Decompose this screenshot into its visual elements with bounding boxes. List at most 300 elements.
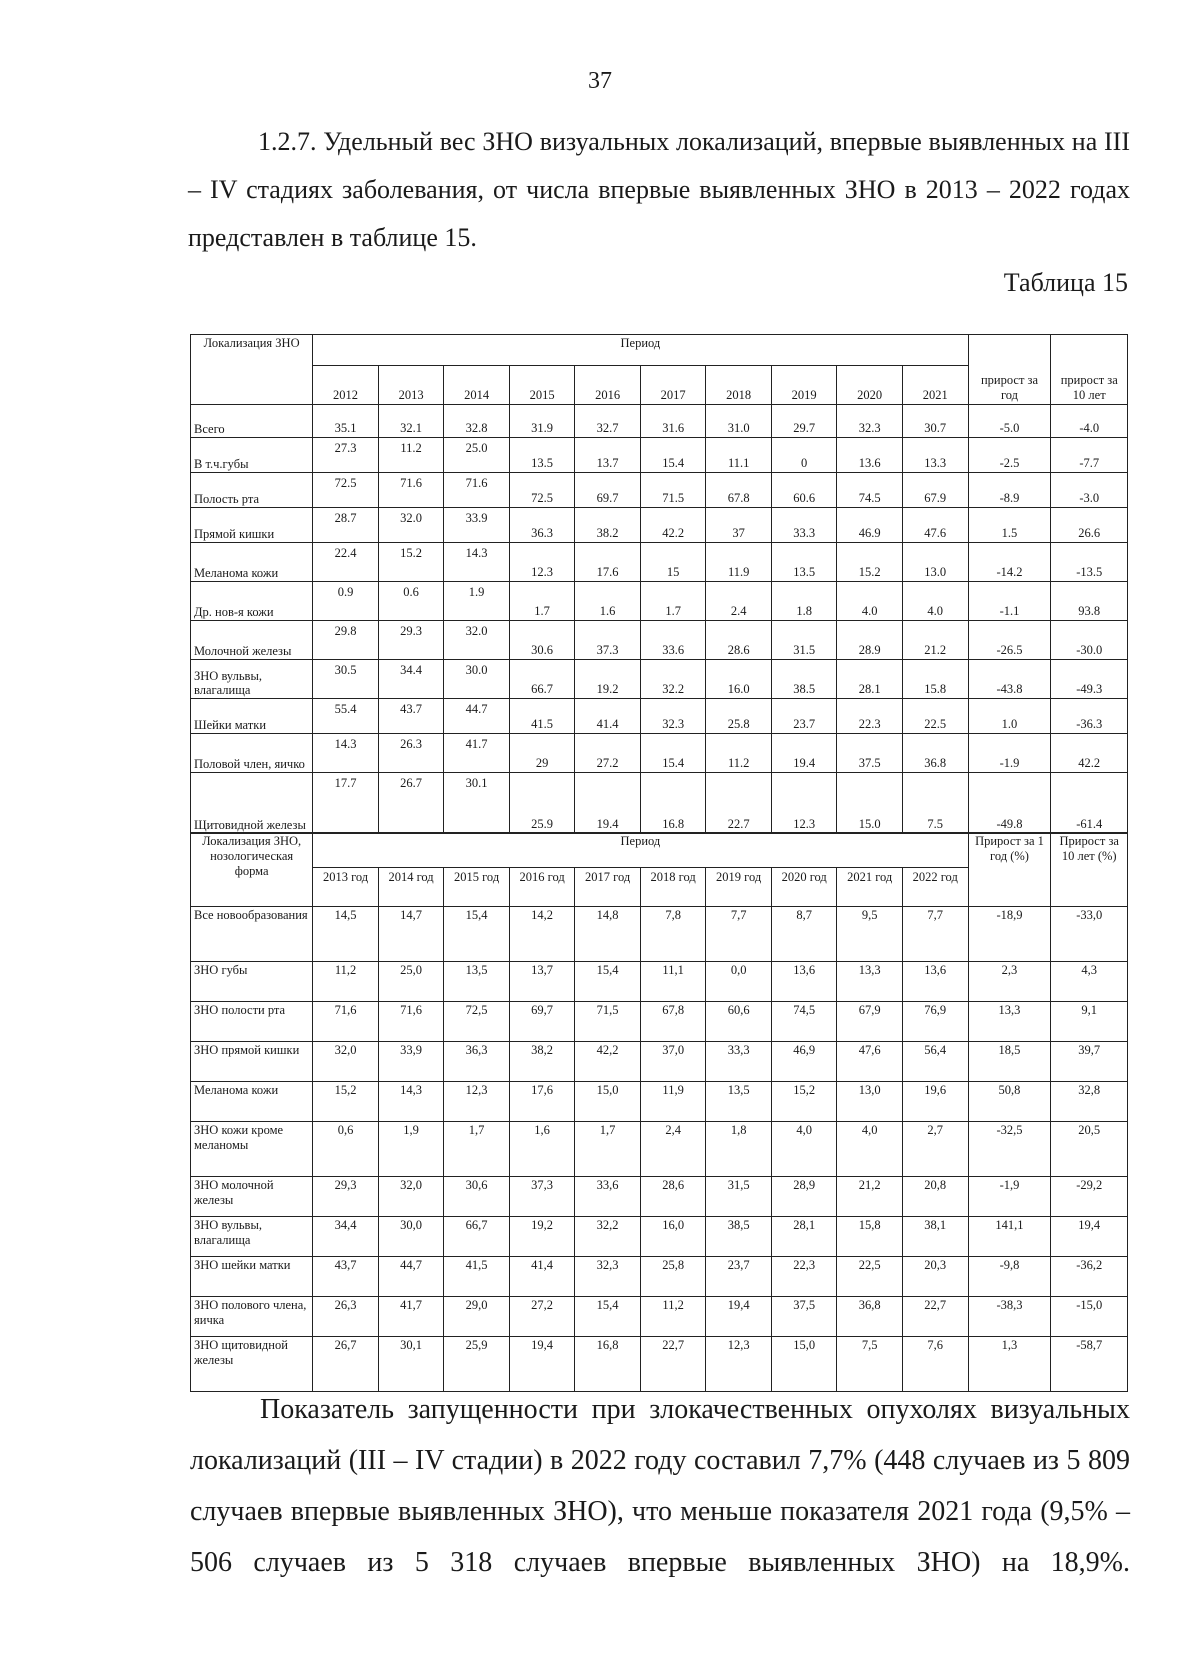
t2-year-header: 2019 год <box>706 868 772 907</box>
table-cell: 55.4 <box>313 699 379 734</box>
table-cell: 1,8 <box>706 1122 772 1177</box>
table-cell: 32.0 <box>444 621 510 660</box>
table-cell: 38.2 <box>575 508 641 543</box>
table-cell: 1.5 <box>968 508 1051 543</box>
t2-year-header: 2020 год <box>771 868 837 907</box>
table-cell: 66,7 <box>444 1217 510 1257</box>
table-cell: 18,5 <box>968 1042 1051 1082</box>
table-cell: -4.0 <box>1051 405 1128 438</box>
table-cell: 13.5 <box>509 438 575 473</box>
table-row <box>191 582 1128 621</box>
table-cell: -36,2 <box>1051 1257 1128 1297</box>
table-cell: 19,4 <box>509 1337 575 1392</box>
table-row <box>191 1042 1128 1082</box>
table-cell: 13.5 <box>771 543 837 582</box>
table-cell: 32.8 <box>444 405 510 438</box>
table-cell: 13.0 <box>902 543 968 582</box>
table-cell: 69.7 <box>575 473 641 508</box>
table-cell: 14,5 <box>313 907 379 962</box>
table-row <box>191 1257 1128 1297</box>
table-cell: 31.5 <box>771 621 837 660</box>
table-cell: 4.0 <box>837 582 903 621</box>
row-label: Все новообразования <box>191 907 313 962</box>
table-cell: 13.6 <box>837 438 903 473</box>
table-cell: 29,0 <box>444 1297 510 1337</box>
table-cell: -2.5 <box>968 438 1051 473</box>
t1-year-header: 2014 <box>444 366 510 405</box>
row-label: Прямой кишки <box>191 508 313 543</box>
table-cell: -58,7 <box>1051 1337 1128 1392</box>
table-cell: 1,9 <box>378 1122 444 1177</box>
table-cell: -1.9 <box>968 734 1051 773</box>
table-cell: 30,0 <box>378 1217 444 1257</box>
table-cell: 41,4 <box>509 1257 575 1297</box>
row-label: Др. нов-я кожи <box>191 582 313 621</box>
table-cell: 30.6 <box>509 621 575 660</box>
t2-header-period: Период <box>313 833 968 868</box>
table-cell: 22,5 <box>837 1257 903 1297</box>
row-label: ЗНО прямой кишки <box>191 1042 313 1082</box>
conclusion-paragraph: Показатель запущенности при злокачественных опухолях визуальных локализаций (III – IV стадии) в 2022 году составил 7,7% (448 случаев из 5 809 случаев впервые выявленных ЗНО), что меньше показателя 2021 года (9,5% – 506 случаев из 5 318 случаев впервые выявленных ЗНО) на 18,9%. <box>190 1394 1130 1578</box>
table-cell: 22.4 <box>313 543 379 582</box>
table-cell: 19.4 <box>771 734 837 773</box>
t2-year-header: 2015 год <box>444 868 510 907</box>
table-cell: 15,4 <box>575 1297 641 1337</box>
table-cell: 19.4 <box>575 773 641 834</box>
table-cell: -30.0 <box>1051 621 1128 660</box>
page-number: 37 <box>588 68 612 94</box>
table-cell: 13,3 <box>968 1002 1051 1042</box>
table-cell: 11.9 <box>706 543 772 582</box>
row-label: Меланома кожи <box>191 1082 313 1122</box>
table-cell: 93.8 <box>1051 582 1128 621</box>
table-cell: 19.2 <box>575 660 641 699</box>
table-cell: 44.7 <box>444 699 510 734</box>
table-cell: 26.3 <box>378 734 444 773</box>
table-cell: 17,6 <box>509 1082 575 1122</box>
t1-year-header: 2019 <box>771 366 837 405</box>
table-cell: 19,6 <box>902 1082 968 1122</box>
intro-paragraph: 1.2.7. Удельный вес ЗНО визуальных локализаций, впервые выявленных на III – IV стадиях заболевания, от числа впервые выявленных ЗНО в 2013 – 2022 годах представлен в таблице 15. <box>188 127 1130 252</box>
table-cell: 26,7 <box>313 1337 379 1392</box>
table-cell: 33.6 <box>640 621 706 660</box>
table-row <box>191 962 1128 1002</box>
table-cell: 15,2 <box>771 1082 837 1122</box>
row-label: ЗНО кожи кроме меланомы <box>191 1122 313 1177</box>
table-cell: 4.0 <box>902 582 968 621</box>
table-cell: 7.5 <box>902 773 968 834</box>
row-label: ЗНО полости рта <box>191 1002 313 1042</box>
table-cell: 17.6 <box>575 543 641 582</box>
table-cell: 11.1 <box>706 438 772 473</box>
table-cell: 31.6 <box>640 405 706 438</box>
row-label: ЗНО губы <box>191 962 313 1002</box>
row-label: ЗНО щитовидной железы <box>191 1337 313 1392</box>
table-cell: 2,7 <box>902 1122 968 1177</box>
table-cell: 21,2 <box>837 1177 903 1217</box>
table-cell: 15,4 <box>575 962 641 1002</box>
table-cell: 1,7 <box>444 1122 510 1177</box>
table-cell: -49.8 <box>968 773 1051 834</box>
table-cell: 28,6 <box>640 1177 706 1217</box>
table-row <box>191 773 1128 834</box>
table-cell: 1.7 <box>509 582 575 621</box>
row-label: ЗНО молочной железы <box>191 1177 313 1217</box>
table-cell: 15,4 <box>444 907 510 962</box>
table-cell: 30.0 <box>444 660 510 699</box>
table-cell: 1.8 <box>771 582 837 621</box>
row-label: Молочной железы <box>191 621 313 660</box>
table-cell: -36.3 <box>1051 699 1128 734</box>
table-cell: 15.4 <box>640 734 706 773</box>
t1-year-header: 2016 <box>575 366 641 405</box>
table-cell: -7.7 <box>1051 438 1128 473</box>
table-cell: 32.0 <box>378 508 444 543</box>
table-cell: 23,7 <box>706 1257 772 1297</box>
t1-year-header: 2017 <box>640 366 706 405</box>
table-cell: 42.2 <box>640 508 706 543</box>
t2-header-growth-10: Прирост за 10 лет (%) <box>1051 833 1128 907</box>
table-cell: 71.5 <box>640 473 706 508</box>
table-cell: 12,3 <box>706 1337 772 1392</box>
table-cell: -5.0 <box>968 405 1051 438</box>
table-cell: 1.6 <box>575 582 641 621</box>
table-cell: 36,3 <box>444 1042 510 1082</box>
table-cell: 27.2 <box>575 734 641 773</box>
table-cell: 1.9 <box>444 582 510 621</box>
t1-year-header: 2012 <box>313 366 379 405</box>
t1-year-header: 2013 <box>378 366 444 405</box>
table-cell: 72,5 <box>444 1002 510 1042</box>
table-cell: 26,3 <box>313 1297 379 1337</box>
table-cell: 38,1 <box>902 1217 968 1257</box>
table-cell: 41,5 <box>444 1257 510 1297</box>
table-cell: 25,9 <box>444 1337 510 1392</box>
table-cell: 37,0 <box>640 1042 706 1082</box>
table-row <box>191 1082 1128 1122</box>
table-cell: 15,2 <box>313 1082 379 1122</box>
table-cell: 11,9 <box>640 1082 706 1122</box>
table-row <box>191 405 1128 438</box>
t1-header-growth-year: прирост за год <box>968 335 1051 405</box>
table-cell: 17.7 <box>313 773 379 834</box>
table-cell: -43.8 <box>968 660 1051 699</box>
table-cell: 32.1 <box>378 405 444 438</box>
table-cell: 15.2 <box>837 543 903 582</box>
table-cell: 15.8 <box>902 660 968 699</box>
t2-year-header: 2013 год <box>313 868 379 907</box>
table-row <box>191 438 1128 473</box>
table-cell: 14.3 <box>444 543 510 582</box>
table-cell: 37.3 <box>575 621 641 660</box>
row-label: ЗНО вульвы, влагалища <box>191 1217 313 1257</box>
table-cell: 36,8 <box>837 1297 903 1337</box>
table-cell: 25,8 <box>640 1257 706 1297</box>
table-cell: 13,5 <box>706 1082 772 1122</box>
table-cell: 27,2 <box>509 1297 575 1337</box>
row-label: Полость рта <box>191 473 313 508</box>
t1-year-header: 2020 <box>837 366 903 405</box>
table-cell: 31.9 <box>509 405 575 438</box>
table-cell: 4,0 <box>771 1122 837 1177</box>
table-cell: 44,7 <box>378 1257 444 1297</box>
table-cell: 12.3 <box>509 543 575 582</box>
table-cell: 25,0 <box>378 962 444 1002</box>
table-cell: 32.2 <box>640 660 706 699</box>
table-cell: 32,3 <box>575 1257 641 1297</box>
table-cell: -32,5 <box>968 1122 1051 1177</box>
table-row <box>191 508 1128 543</box>
table-cell: 15,0 <box>771 1337 837 1392</box>
table-cell: 11,1 <box>640 962 706 1002</box>
table-cell: 11.2 <box>378 438 444 473</box>
table-row <box>191 1002 1128 1042</box>
table-cell: 60.6 <box>771 473 837 508</box>
table-cell: 32,0 <box>313 1042 379 1082</box>
table-cell: 7,8 <box>640 907 706 962</box>
t2-year-header: 2022 год <box>902 868 968 907</box>
table-cell: 32.3 <box>640 699 706 734</box>
table-cell: 67,9 <box>837 1002 903 1042</box>
table-cell: 33,9 <box>378 1042 444 1082</box>
table-cell: 28.7 <box>313 508 379 543</box>
table-cell: 31,5 <box>706 1177 772 1217</box>
table-cell: 37.5 <box>837 734 903 773</box>
table-cell: 69,7 <box>509 1002 575 1042</box>
table-cell: 56,4 <box>902 1042 968 1082</box>
table-cell: 36.3 <box>509 508 575 543</box>
table-cell: 76,9 <box>902 1002 968 1042</box>
t1-header-localization: Локализация ЗНО <box>191 335 313 405</box>
table-cell: 22,7 <box>902 1297 968 1337</box>
table-cell: 14,7 <box>378 907 444 962</box>
table-row <box>191 660 1128 699</box>
table-2012-2021 <box>190 334 1128 834</box>
table-cell: 28.6 <box>706 621 772 660</box>
table-cell: 72.5 <box>509 473 575 508</box>
table-row <box>191 1177 1128 1217</box>
table-cell: 21.2 <box>902 621 968 660</box>
table-cell: -29,2 <box>1051 1177 1128 1217</box>
table-cell: 32,0 <box>378 1177 444 1217</box>
table-cell: 15,0 <box>575 1082 641 1122</box>
table-cell: 47.6 <box>902 508 968 543</box>
table-cell: 13,6 <box>771 962 837 1002</box>
table-row <box>191 1122 1128 1177</box>
table-cell: 12.3 <box>771 773 837 834</box>
table-cell: 4,3 <box>1051 962 1128 1002</box>
table-cell: 7,5 <box>837 1337 903 1392</box>
table-cell: 32,2 <box>575 1217 641 1257</box>
table-row <box>191 621 1128 660</box>
table-cell: 43.7 <box>378 699 444 734</box>
table-cell: 50,8 <box>968 1082 1051 1122</box>
table-cell: 9,1 <box>1051 1002 1128 1042</box>
table-cell: 38.5 <box>771 660 837 699</box>
table-cell: 7,6 <box>902 1337 968 1392</box>
t2-header-growth-year: Прирост за 1 год (%) <box>968 833 1051 907</box>
table-cell: 42,2 <box>575 1042 641 1082</box>
table-cell: 14,8 <box>575 907 641 962</box>
table-cell: 13.3 <box>902 438 968 473</box>
table-cell: -61.4 <box>1051 773 1128 834</box>
table-cell: 67.8 <box>706 473 772 508</box>
table-cell: 71,6 <box>313 1002 379 1042</box>
table-cell: 39,7 <box>1051 1042 1128 1082</box>
table-cell: 33,6 <box>575 1177 641 1217</box>
table-cell: 9,5 <box>837 907 903 962</box>
table-cell: 22,3 <box>771 1257 837 1297</box>
table-cell: 71,6 <box>378 1002 444 1042</box>
table-cell: 2.4 <box>706 582 772 621</box>
table-cell: 0.9 <box>313 582 379 621</box>
table-cell: 22,7 <box>640 1337 706 1392</box>
table-cell: 47,6 <box>837 1042 903 1082</box>
table-cell: 25.0 <box>444 438 510 473</box>
t2-year-header: 2017 год <box>575 868 641 907</box>
table-row <box>191 734 1128 773</box>
row-label: ЗНО шейки матки <box>191 1257 313 1297</box>
t2-header-localization: Локализация ЗНО, нозологическая форма <box>191 833 313 907</box>
table-cell: 12,3 <box>444 1082 510 1122</box>
table-cell: 71,5 <box>575 1002 641 1042</box>
table-cell: 31.0 <box>706 405 772 438</box>
table-cell: -33,0 <box>1051 907 1128 962</box>
table-cell: 27.3 <box>313 438 379 473</box>
table-cell: 13.7 <box>575 438 641 473</box>
table-cell: 38,5 <box>706 1217 772 1257</box>
row-label: Шейки матки <box>191 699 313 734</box>
table-cell: 14,2 <box>509 907 575 962</box>
table-cell: -8.9 <box>968 473 1051 508</box>
table-row <box>191 1217 1128 1257</box>
table-cell: 33.3 <box>771 508 837 543</box>
table-row <box>191 1297 1128 1337</box>
table-cell: 32,8 <box>1051 1082 1128 1122</box>
table-cell: 14,3 <box>378 1082 444 1122</box>
t1-year-header: 2018 <box>706 366 772 405</box>
table-cell: -38,3 <box>968 1297 1051 1337</box>
table-cell: 30.7 <box>902 405 968 438</box>
table-cell: 20,8 <box>902 1177 968 1217</box>
table-cell: 41.4 <box>575 699 641 734</box>
table-cell: 16,8 <box>575 1337 641 1392</box>
t1-year-header: 2015 <box>509 366 575 405</box>
table-cell: 15.2 <box>378 543 444 582</box>
table-cell: 16,0 <box>640 1217 706 1257</box>
t2-year-header: 2014 год <box>378 868 444 907</box>
table-cell: 11,2 <box>313 962 379 1002</box>
table-cell: 37,3 <box>509 1177 575 1217</box>
table-cell: 14.3 <box>313 734 379 773</box>
table-cell: -13.5 <box>1051 543 1128 582</box>
table-cell: 15.4 <box>640 438 706 473</box>
table-cell: 32.7 <box>575 405 641 438</box>
table-cell: 11.2 <box>706 734 772 773</box>
row-label: Половой член, яичко <box>191 734 313 773</box>
table-cell: 19,4 <box>706 1297 772 1337</box>
table-row <box>191 699 1128 734</box>
table-cell: 13,0 <box>837 1082 903 1122</box>
table-cell: 1,3 <box>968 1337 1051 1392</box>
t1-header-period: Период <box>313 335 968 366</box>
table-cell: 72.5 <box>313 473 379 508</box>
table-cell: 20,5 <box>1051 1122 1128 1177</box>
table-cell: 13,3 <box>837 962 903 1002</box>
table-cell: 7,7 <box>706 907 772 962</box>
table-cell: 60,6 <box>706 1002 772 1042</box>
table-cell: 11,2 <box>640 1297 706 1337</box>
table-cell: 28,1 <box>771 1217 837 1257</box>
table-cell: 26.7 <box>378 773 444 834</box>
table-cell: 8,7 <box>771 907 837 962</box>
table-cell: 4,0 <box>837 1122 903 1177</box>
table-cell: 67,8 <box>640 1002 706 1042</box>
table-cell: 23.7 <box>771 699 837 734</box>
table-cell: 2,3 <box>968 962 1051 1002</box>
table-cell: 34,4 <box>313 1217 379 1257</box>
table-cell: -49.3 <box>1051 660 1128 699</box>
table-cell: 15.0 <box>837 773 903 834</box>
t1-year-header: 2021 <box>902 366 968 405</box>
table-cell: 43,7 <box>313 1257 379 1297</box>
table-cell: 30,6 <box>444 1177 510 1217</box>
table-cell: 38,2 <box>509 1042 575 1082</box>
table-cell: 141,1 <box>968 1217 1051 1257</box>
table-cell: -26.5 <box>968 621 1051 660</box>
table-cell: 16.0 <box>706 660 772 699</box>
table-cell: 15 <box>640 543 706 582</box>
table-cell: 13,5 <box>444 962 510 1002</box>
table-cell: -14.2 <box>968 543 1051 582</box>
row-label: ЗНО вульвы, влагалища <box>191 660 313 699</box>
table-cell: 46.9 <box>837 508 903 543</box>
table-cell: -1.1 <box>968 582 1051 621</box>
table-cell: 41.5 <box>509 699 575 734</box>
table-cell: 33,3 <box>706 1042 772 1082</box>
row-label: Щитовидной железы <box>191 773 313 834</box>
row-label: В т.ч.губы <box>191 438 313 473</box>
table-cell: 74,5 <box>771 1002 837 1042</box>
table-cell: 66.7 <box>509 660 575 699</box>
table-cell: -9,8 <box>968 1257 1051 1297</box>
table-cell: 41,7 <box>378 1297 444 1337</box>
table-cell: -15,0 <box>1051 1297 1128 1337</box>
t2-year-header: 2018 год <box>640 868 706 907</box>
t1-header-growth-10: прирост за 10 лет <box>1051 335 1128 405</box>
table-cell: 22.7 <box>706 773 772 834</box>
table-cell: 22.3 <box>837 699 903 734</box>
table-cell: 0.6 <box>378 582 444 621</box>
table-cell: 28.9 <box>837 621 903 660</box>
table-cell: 22.5 <box>902 699 968 734</box>
table-cell: 29.7 <box>771 405 837 438</box>
table-cell: 67.9 <box>902 473 968 508</box>
table-cell: 42.2 <box>1051 734 1128 773</box>
table-cell: 1,6 <box>509 1122 575 1177</box>
table-cell: 32.3 <box>837 405 903 438</box>
table-row <box>191 907 1128 962</box>
row-label: Всего <box>191 405 313 438</box>
table-cell: 30,1 <box>378 1337 444 1392</box>
table-cell: 71.6 <box>378 473 444 508</box>
table-row <box>191 473 1128 508</box>
table-cell: 34.4 <box>378 660 444 699</box>
table-cell: 13,7 <box>509 962 575 1002</box>
row-label: Меланома кожи <box>191 543 313 582</box>
table-cell: 0,6 <box>313 1122 379 1177</box>
table-cell: 13,6 <box>902 962 968 1002</box>
